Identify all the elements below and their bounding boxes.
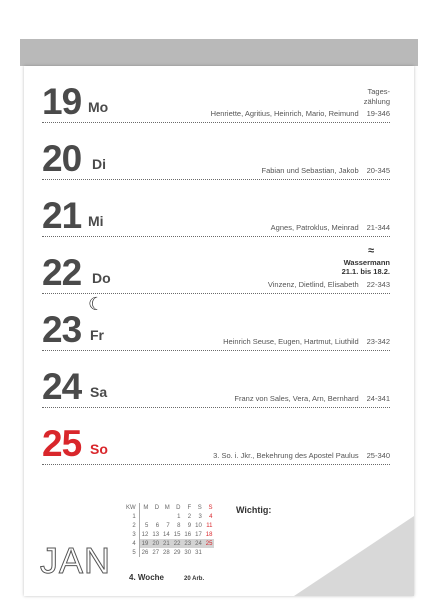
month-label: JAN <box>40 540 112 581</box>
day-number: 19 <box>42 81 82 122</box>
name-days: 3. So. i. Jkr., Bekehrung des Apostel Paulus 25-340 <box>213 451 390 460</box>
day-name: Mo <box>88 99 109 115</box>
page-corner <box>294 516 414 596</box>
day-row <box>42 237 390 294</box>
day-name: Di <box>92 156 106 172</box>
name-days: Henriette, Agritius, Heinrich, Mario, Reimund 19-346 <box>210 109 390 118</box>
day-name: So <box>90 441 108 457</box>
day-row <box>42 180 390 237</box>
day-number: 25 <box>42 423 82 464</box>
day-number: 22 <box>42 252 82 293</box>
day-row <box>42 294 390 351</box>
aquarius-icon: ≈ <box>367 245 374 257</box>
zodiac-info <box>342 245 390 276</box>
day-row <box>42 351 390 408</box>
day-name: Fr <box>90 327 104 343</box>
name-days: Agnes, Patroklus, Meinrad 21-344 <box>270 223 390 232</box>
moon-phase-icon: ☾ <box>88 294 105 314</box>
important-label: Wichtig: <box>236 505 272 515</box>
name-days: Heinrich Seuse, Eugen, Hartmut, Liuthild 23-342 <box>223 337 390 346</box>
name-days: Vinzenz, Dietlind, Elisabeth 22-343 <box>267 280 390 289</box>
day-number: 20 <box>42 138 82 179</box>
name-days: Fabian und Sebastian, Jakob 20-345 <box>261 166 390 175</box>
mini-calendar <box>124 503 214 557</box>
week-label: 4. Woche <box>129 573 164 582</box>
calendar-binding <box>20 39 418 66</box>
day-number: 21 <box>42 195 82 236</box>
day-row <box>42 123 390 180</box>
name-days: Franz von Sales, Vera, Arn, Bernhard 24-341 <box>234 394 390 403</box>
mini-calendar-week: 5 26 27 28 29 30 31 <box>124 548 214 557</box>
mini-calendar-week: 2 5 6 7 8 9 10 11 <box>124 521 214 530</box>
day-name: Sa <box>90 384 108 400</box>
zodiac-name: Wassermann <box>343 258 390 268</box>
day-number: 24 <box>42 366 82 407</box>
mini-calendar-week: 3 12 13 14 15 16 17 18 <box>124 530 214 539</box>
day-name: Do <box>92 270 111 286</box>
day-number: 23 <box>42 309 82 350</box>
calendar-sheet <box>24 66 414 596</box>
workdays-label: 20 Arb. <box>184 576 205 582</box>
mini-calendar-header: KW M D M D F S S <box>126 504 213 511</box>
zodiac-range: 21.1. bis 18.2. <box>341 267 390 277</box>
day-row <box>42 66 390 123</box>
mini-calendar-week: 1 1 2 3 4 <box>124 512 214 521</box>
day-name: Mi <box>88 213 104 229</box>
mini-calendar-week-current: 4 19 20 21 22 23 24 25 <box>124 539 214 548</box>
day-count-label: Tages- zählung <box>363 87 390 106</box>
day-row <box>42 408 390 465</box>
